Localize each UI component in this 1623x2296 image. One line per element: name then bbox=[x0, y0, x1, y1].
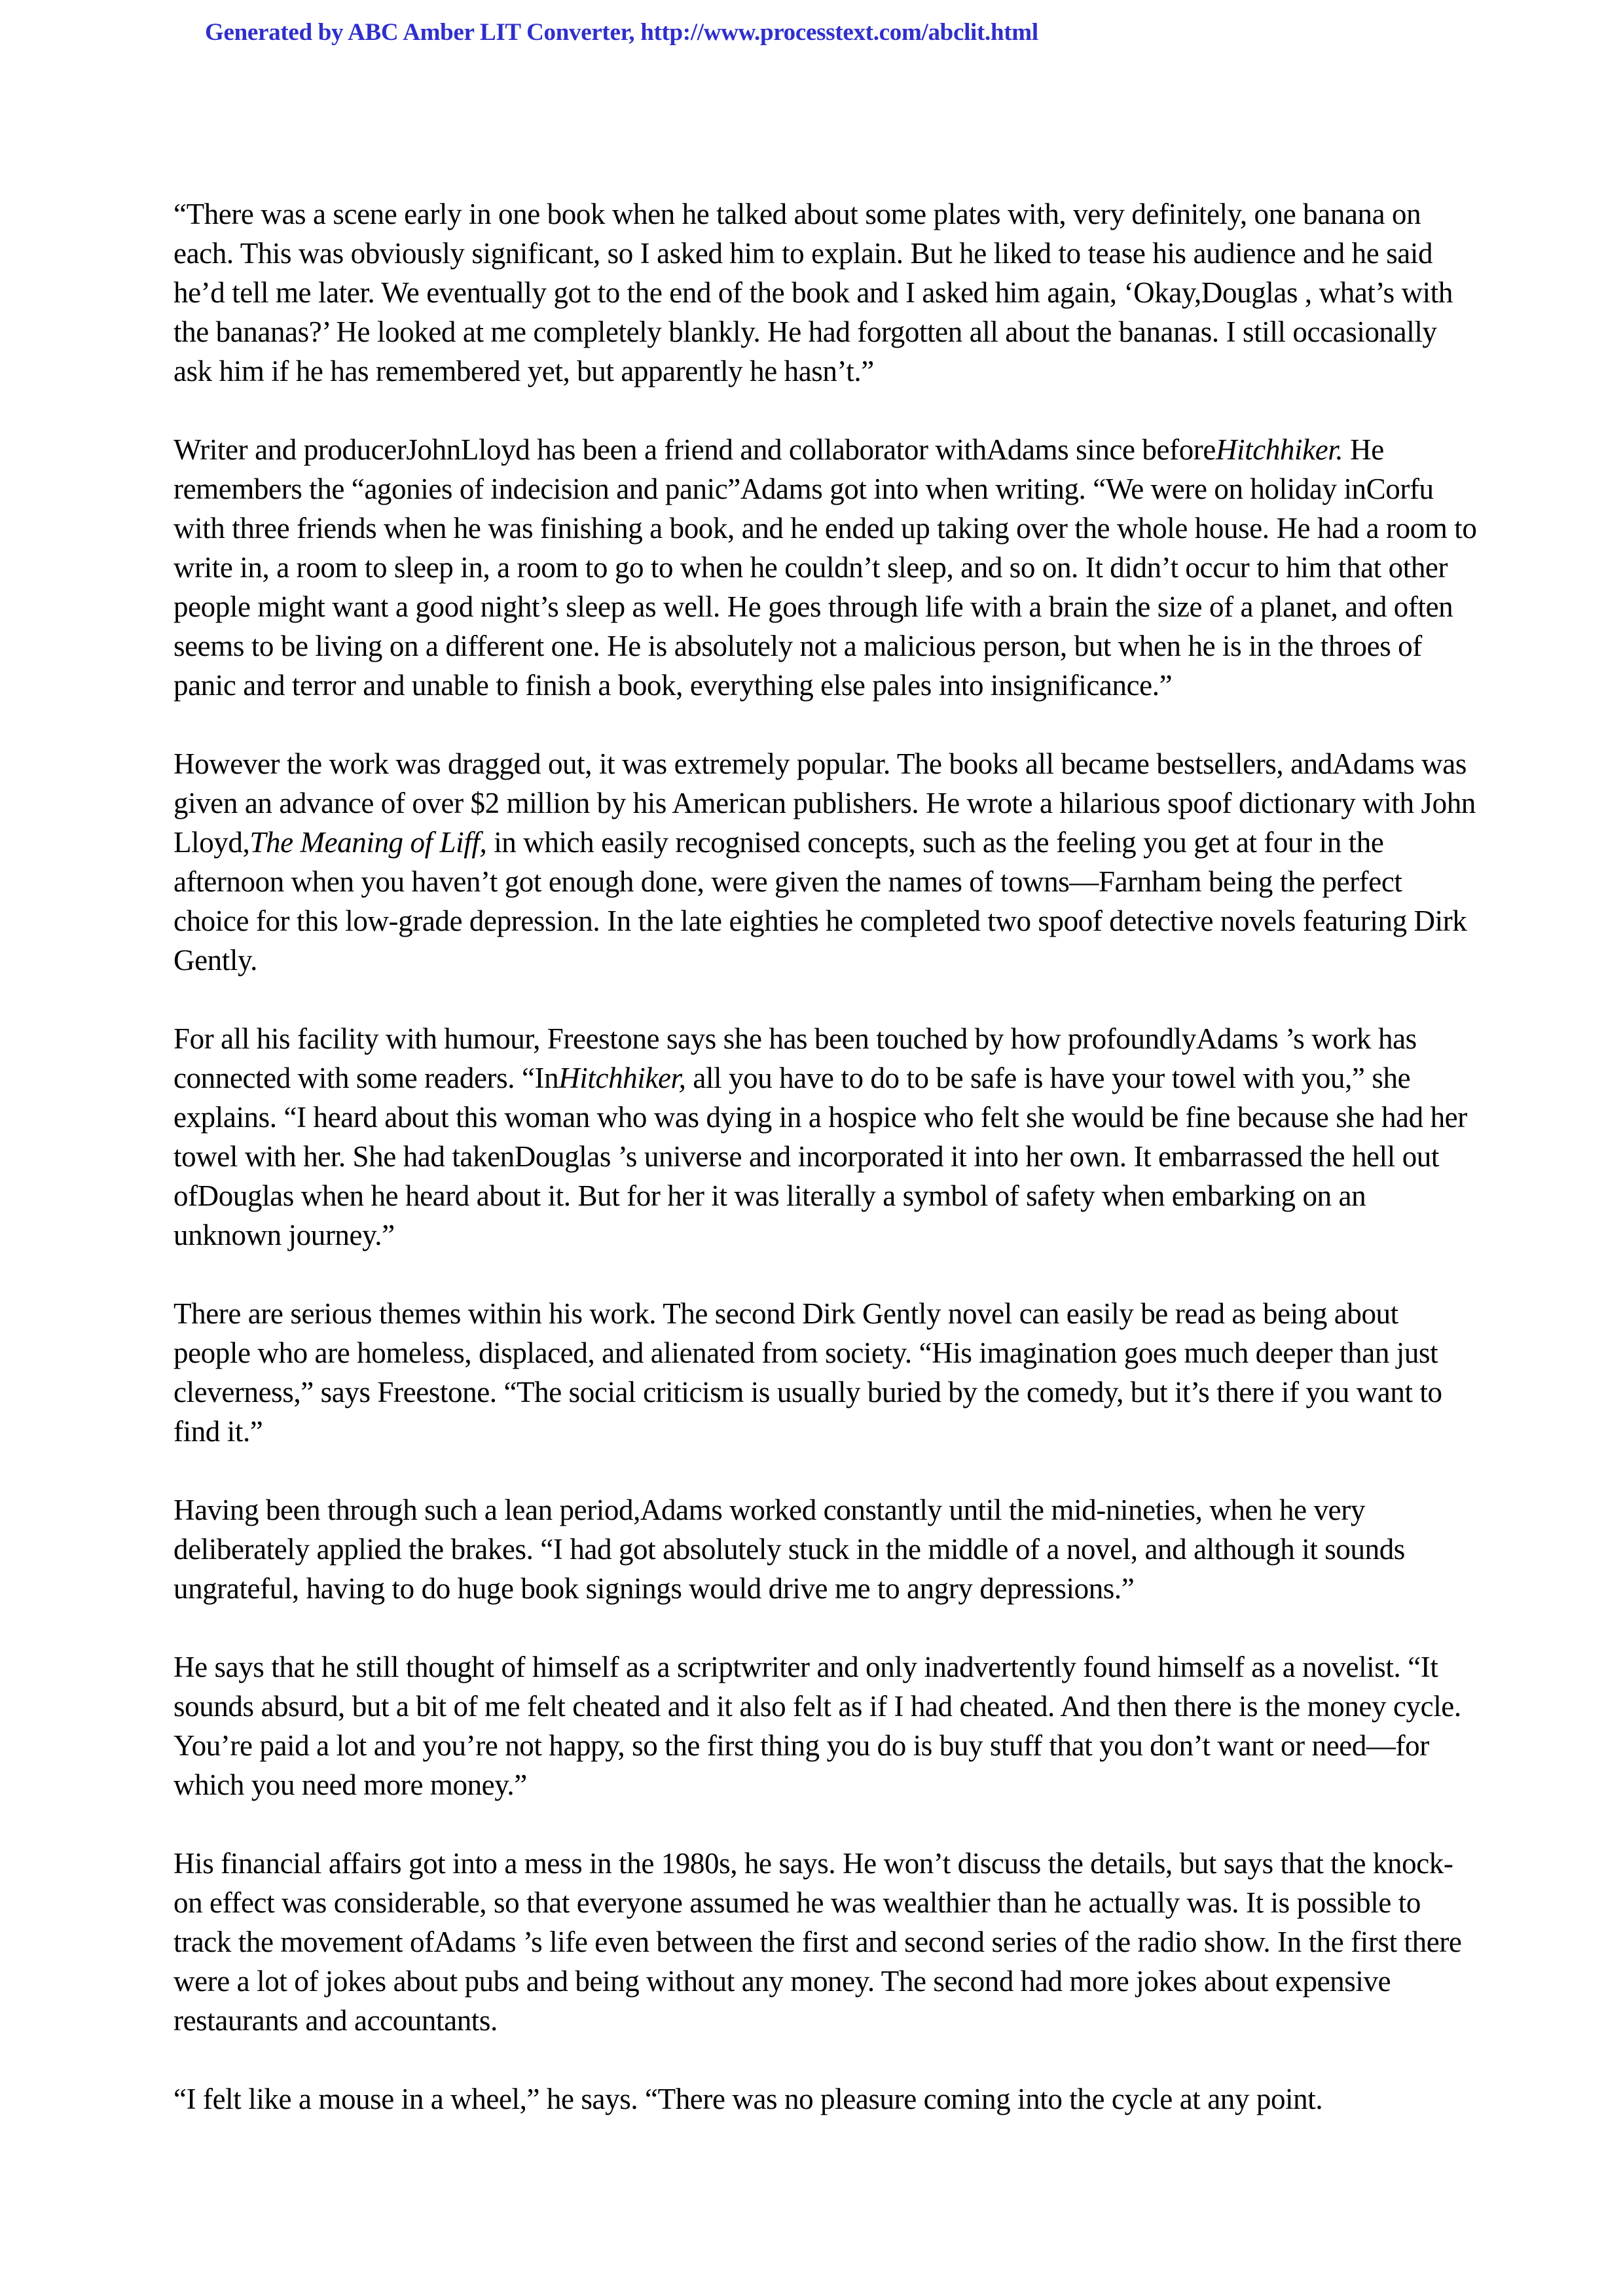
paragraph bbox=[173, 1844, 1480, 2040]
paragraph bbox=[173, 194, 1480, 391]
paragraph-text: in which easily recognised concepts, such as the feeling you get at four in the afternoon when you haven’t got enough done, were given the names of towns—Farnham being the perfect choice for this low-grade depression. In the late eighties he completed two spoof detective novels featuring Dirk Gently. bbox=[173, 826, 1467, 977]
paragraph bbox=[173, 1647, 1480, 1804]
book-title: Hitchhiker, bbox=[558, 1062, 686, 1094]
paragraph bbox=[173, 744, 1480, 980]
paragraph-text: Writer and producerJohnLloyd has been a friend and collaborator withAdams since before bbox=[173, 433, 1216, 466]
paragraph-text: “I felt like a mouse in a wheel,” he says. “There was no pleasure coming into the cycle at any point. bbox=[173, 2083, 1323, 2115]
paragraph bbox=[173, 2079, 1480, 2119]
document-body bbox=[173, 194, 1480, 2119]
paragraph-text: For all his facility with humour, Freestone says she has been touched by how profoundlyAdams ’s work has connected with some readers. “In bbox=[173, 1022, 1417, 1094]
paragraph bbox=[173, 1019, 1480, 1255]
paragraph-text: “There was a scene early in one book when he talked about some plates with, very definitely, one banana on each. This was obviously significant, so I asked him to explain. But he liked to tease his audience and he said he’d tell me later. We eventually got to the end of the book and I asked him again, ‘Okay,Douglas , what’s with the bananas?’ He looked at me completely blankly. He had forgotten all about the bananas. I still occasionally ask him if he has remembered yet, but apparently he hasn’t.” bbox=[173, 198, 1453, 387]
paragraph-text: However the work was dragged out, it was extremely popular. The books all became bestsellers, andAdams was given an advance of over $2 million by his American publishers. He wrote a hilarious spoof dictionary with John Lloyd, bbox=[173, 747, 1476, 859]
paragraph bbox=[173, 1490, 1480, 1608]
paragraph-text: all you have to do to be safe is have your towel with you,” she explains. “I heard about this woman who was dying in a hospice who felt she would be fine because she had her towel with her. She had takenDouglas ’s universe and incorporated it into her own. It embarrassed the hell out ofDouglas when he heard about it. But for her it was literally a symbol of safety when embarking on an unknown journey.” bbox=[173, 1062, 1467, 1251]
paragraph-text: He remembers the “agonies of indecision and panic”Adams got into when writing. “We were on holiday inCorfu with three friends when he was finishing a book, and he ended up taking over the whole house. He had a room to write in, a room to sleep in, a room to go to when he couldn’t sleep, and so on. It didn’t occur to him that other people might want a good night’s sleep as well. He goes through life with a brain the size of a planet, and often seems to be living on a different one. He is absolutely not a malicious person, but when he is in the throes of panic and terror and unable to finish a book, everything else pales into insignificance.” bbox=[173, 433, 1477, 702]
paragraph-text: Having been through such a lean period,Adams worked constantly until the mid-nineties, when he very deliberately applied the brakes. “I had got absolutely stuck in the middle of a novel, and although it sounds ungrateful, having to do huge book signings would drive me to angry depressions.” bbox=[173, 1494, 1405, 1605]
paragraph-text: His financial affairs got into a mess in the 1980s, he says. He won’t discuss the details, but says that the knock-on effect was considerable, so that everyone assumed he was wealthier than he actually was. It is possible to track the movement ofAdams ’s life even between the first and second series of the radio show. In the first there were a lot of jokes about pubs and being without any money. The second had more jokes about expensive restaurants and accountants. bbox=[173, 1847, 1462, 2037]
paragraph bbox=[173, 1294, 1480, 1451]
book-title: The Meaning of Liff, bbox=[249, 826, 487, 859]
converter-header: Generated by ABC Amber LIT Converter, http://www.processtext.com/abclit.html bbox=[205, 19, 1038, 46]
paragraph-text: He says that he still thought of himself as a scriptwriter and only inadvertently found himself as a novelist. “It sounds absurd, but a bit of me felt cheated and it also felt as if I had cheated. And then there is the money cycle. You’re paid a lot and you’re not happy, so the first thing you do is buy stuff that you don’t want or need—for which you need more money.” bbox=[173, 1651, 1461, 1801]
paragraph-text: There are serious themes within his work. The second Dirk Gently novel can easily be read as being about people who are homeless, displaced, and alienated from society. “His imagination goes much deeper than just cleverness,” says Freestone. “The social criticism is usually buried by the comedy, but it’s there if you want to find it.” bbox=[173, 1297, 1442, 1448]
paragraph bbox=[173, 430, 1480, 705]
book-title: Hitchhiker. bbox=[1215, 433, 1343, 466]
